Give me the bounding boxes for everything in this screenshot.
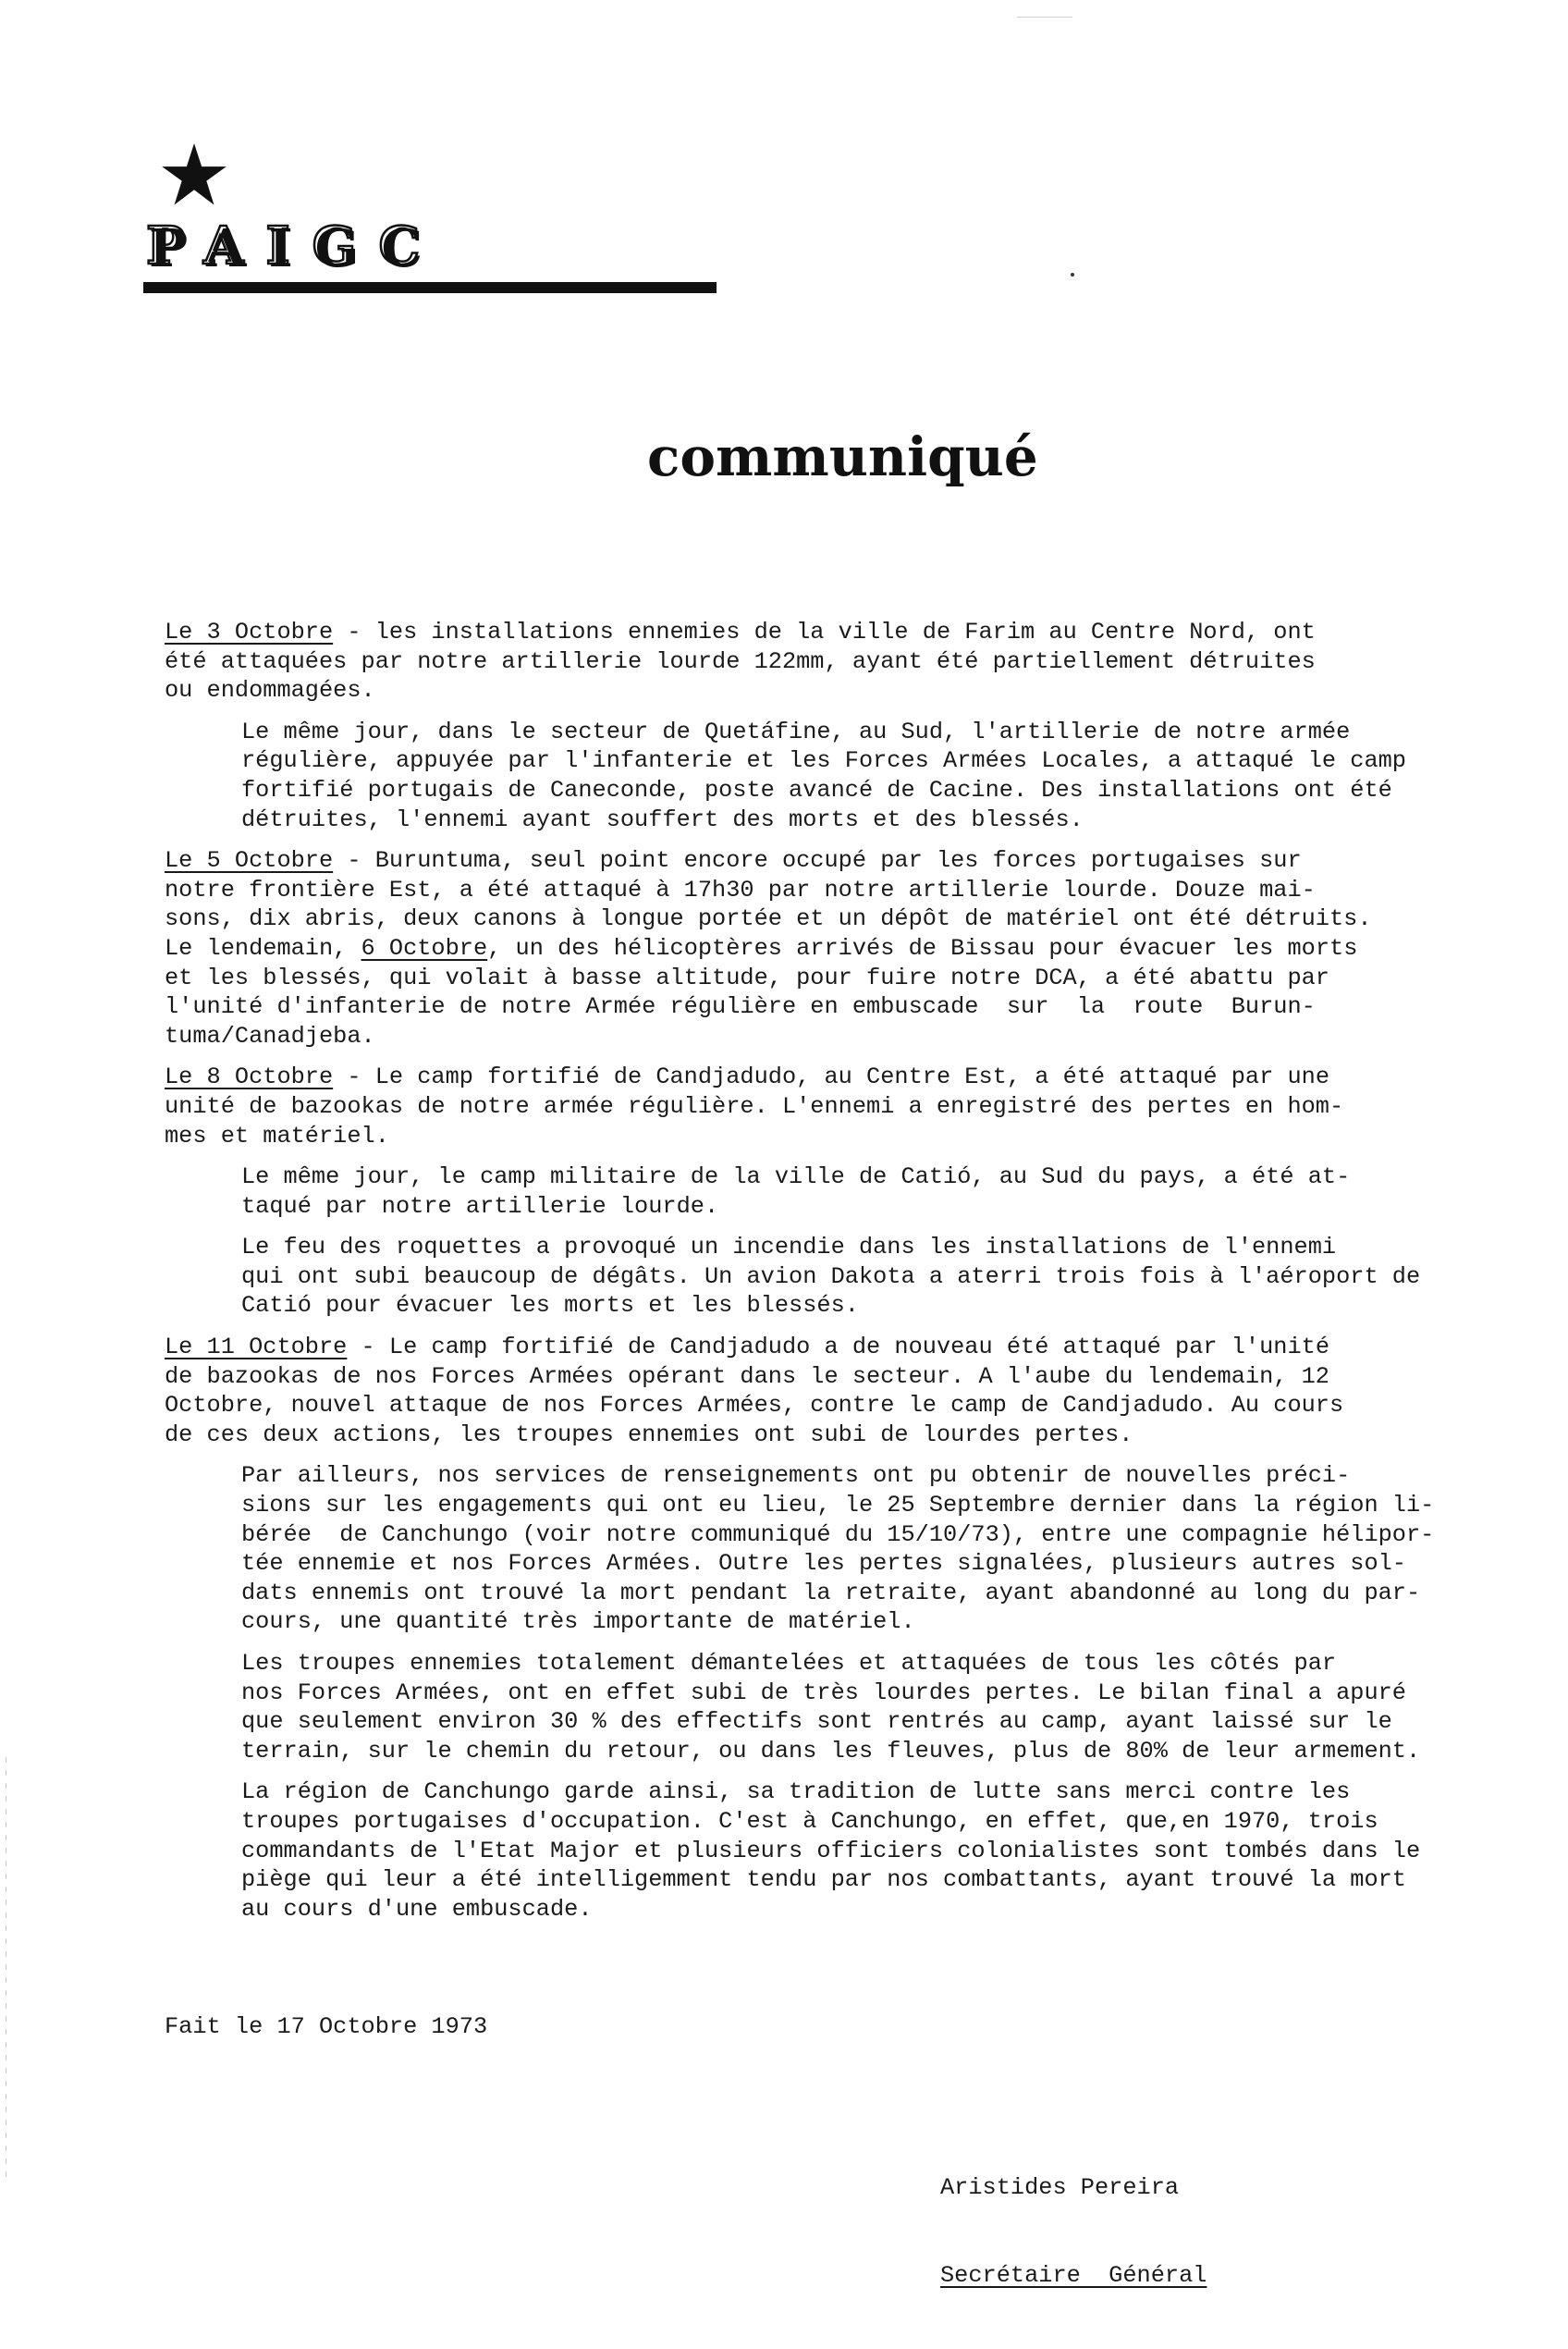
paragraph	[165, 846, 1524, 1051]
text-line: troupes portugaises d'occupation. C'est à Canchungo, en effet, que,en 1970, trois	[241, 1807, 1378, 1835]
text-line: régulière, appuyée par l'infanterie et les Forces Armées Locales, a attaqué le camp	[241, 747, 1406, 775]
communique-body	[165, 618, 1524, 1936]
text-line: terrain, sur le chemin du retour, ou dans les fleuves, plus de 80% de leur armement.	[241, 1737, 1421, 1765]
text-line: détruites, l'ennemi ayant souffert des morts et des blessés.	[241, 806, 1084, 833]
organization-logo: PAIGC	[146, 215, 443, 277]
closing-date: Fait le 17 Octobre 1973	[165, 2013, 488, 2040]
paragraph	[165, 718, 1524, 834]
text-line: Le même jour, le camp militaire de la ville de Catió, au Sud du pays, a été at-	[241, 1163, 1351, 1191]
logo-underline	[143, 282, 717, 293]
text-line: unité de bazookas de notre armée régulière. L'ennemi a enregistré des pertes en hom-	[165, 1092, 1344, 1120]
text-line: fortifié portugais de Caneconde, poste avancé de Cacine. Des installations ont été	[241, 776, 1392, 804]
date-label: Le 3 Octobre	[165, 619, 334, 646]
date-label: Le 5 Octobre	[165, 847, 334, 875]
text-line: mes et matériel.	[165, 1122, 389, 1150]
date-label: Le 8 Octobre	[165, 1064, 334, 1091]
text-line: que seulement environ 30 % des effectifs sont rentrés au camp, ayant laissé sur le	[241, 1708, 1392, 1736]
text-line: été attaquées par notre artillerie lourde 122mm, ayant été partiellement détruites	[165, 647, 1316, 675]
paragraph	[165, 1649, 1524, 1765]
text-line: sons, dix abris, deux canons à longue portée et un dépôt de matériel ont été détruits.	[165, 905, 1372, 933]
date-label: Le 11 Octobre	[165, 1334, 348, 1361]
scan-speck	[1071, 273, 1074, 277]
paragraph	[165, 1162, 1524, 1221]
paragraph	[165, 1063, 1524, 1150]
paragraph	[165, 1333, 1524, 1449]
text-line: l'unité d'infanterie de notre Armée régulière en embuscade sur la route Burun-	[165, 993, 1316, 1021]
text-line: Le 11 Octobre - Le camp fortifié de Candjadudo a de nouveau été attaqué par l'unité	[165, 1334, 1330, 1361]
signatory-role: Secrétaire Général	[940, 2261, 1207, 2289]
text-line: Le 8 Octobre - Le camp fortifié de Candjadudo, au Centre Est, a été attaqué par une	[165, 1064, 1329, 1091]
text-line: Le même jour, dans le secteur de Quetáfine, au Sud, l'artillerie de notre armée	[241, 718, 1351, 745]
paragraph	[165, 618, 1524, 706]
text-line: sions sur les engagements qui ont eu lieu, le 25 Septembre dernier dans la région li-	[241, 1492, 1435, 1519]
text-line: au cours d'une embuscade.	[241, 1895, 593, 1923]
paragraph	[165, 1461, 1524, 1637]
text-line: piège qui leur a été intelligemment tendu par nos combattants, ayant trouvé la mort	[241, 1866, 1406, 1894]
document-title: communiqué	[647, 425, 1038, 488]
text-line: dats ennemis ont trouvé la mort pendant la retraite, ayant abandonné au long du par-	[241, 1579, 1421, 1606]
star-icon	[160, 141, 228, 209]
text-line: Les troupes ennemies totalement démantelées et attaquées de tous les côtés par	[241, 1650, 1337, 1677]
text-line: et les blessés, qui volait à basse altitude, pour fuire notre DCA, a été abattu par	[165, 964, 1329, 991]
text-line: qui ont subi beaucoup de dégâts. Un avion Dakota a aterri trois fois à l'aéroport de	[241, 1262, 1421, 1290]
text-line: Le 5 Octobre - Buruntuma, seul point encore occupé par les forces portugaises sur	[165, 847, 1302, 875]
signatory-name: Aristides Pereira	[940, 2174, 1180, 2202]
text-line: Le 3 Octobre - les installations ennemies de la ville de Farim au Centre Nord, ont	[165, 619, 1316, 646]
date-label: 6 Octobre	[361, 934, 488, 962]
text-line: Catió pour évacuer les morts et les blessés.	[241, 1292, 859, 1320]
text-line: nos Forces Armées, ont en effet subi de très lourdes pertes. Le bilan final a apuré	[241, 1679, 1406, 1706]
text-line: Le lendemain, 6 Octobre, un des hélicoptères arrivés de Bissau pour évacuer les morts	[165, 934, 1358, 962]
text-line: La région de Canchungo garde ainsi, sa tradition de lutte sans merci contre les	[241, 1778, 1351, 1806]
text-line: taqué par notre artillerie lourde.	[241, 1192, 719, 1220]
text-line: de ces deux actions, les troupes ennemies ont subi de lourdes pertes.	[165, 1420, 1133, 1448]
text-line: de bazookas de nos Forces Armées opérant dans le secteur. A l'aube du lendemain, 12	[165, 1362, 1329, 1390]
text-line: Octobre, nouvel attaque de nos Forces Armées, contre le camp de Candjadudo. Au cours	[165, 1392, 1344, 1420]
text-line: Par ailleurs, nos services de renseignements ont pu obtenir de nouvelles préci-	[241, 1462, 1351, 1490]
text-line: notre frontière Est, a été attaqué à 17h30 par notre artillerie lourde. Douze mai-	[165, 876, 1316, 904]
text-line: cours, une quantité très importante de matériel.	[241, 1608, 915, 1636]
signature-block	[940, 2115, 1207, 2349]
paragraph	[165, 1777, 1524, 1924]
scan-mark	[1017, 17, 1072, 18]
text-line: ou endommagées.	[165, 677, 375, 705]
text-line: bérée de Canchungo (voir notre communiqué du 15/10/73), entre une compagnie hélipor-	[241, 1520, 1435, 1548]
paragraph	[165, 1233, 1524, 1321]
text-line: Le feu des roquettes a provoqué un incendie dans les installations de l'ennemi	[241, 1234, 1337, 1261]
text-line: commandants de l'Etat Major et plusieurs officiers colonialistes sont tombés dans le	[241, 1837, 1421, 1864]
text-line: tuma/Canadjeba.	[165, 1022, 375, 1050]
text-line: tée ennemie et nos Forces Armées. Outre les pertes signalées, plusieurs autres sol-	[241, 1550, 1406, 1578]
